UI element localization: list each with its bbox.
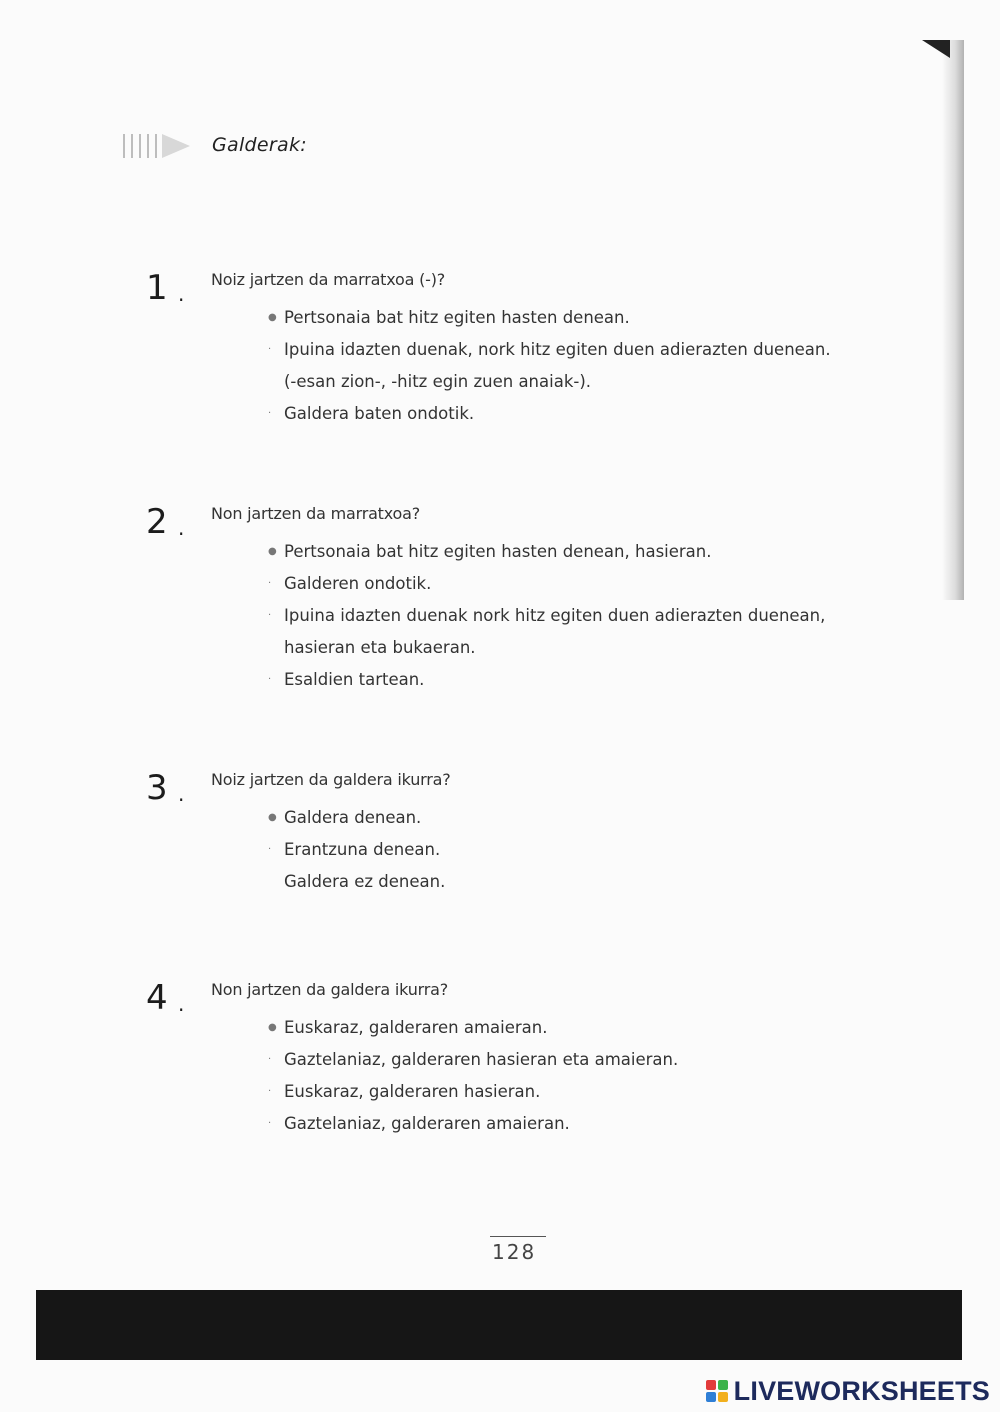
- option-label: Erantzuna denean.: [284, 840, 441, 859]
- option-label: Euskaraz, galderaren amaieran.: [284, 1018, 548, 1037]
- option-label: Ipuina idazten duenak nork hitz egiten duen adierazten duenean,: [284, 606, 826, 625]
- bullet-icon: ●: [268, 812, 277, 823]
- option-list: [268, 536, 928, 696]
- question-text: Non jartzen da marratxoa?: [211, 504, 421, 523]
- option-label: hasieran eta bukaeran.: [284, 638, 476, 657]
- option-item[interactable]: [268, 1012, 928, 1044]
- scan-corner: [922, 40, 950, 58]
- option-label: Ipuina idazten duenak, nork hitz egiten duen adierazten duenean.: [284, 340, 831, 359]
- option-label: Galdera ez denean.: [284, 872, 446, 891]
- option-item[interactable]: [268, 302, 928, 334]
- question-number: 2: [146, 502, 168, 542]
- bullet-icon: ●: [268, 1022, 277, 1033]
- question-text: Non jartzen da galdera ikurra?: [211, 980, 449, 999]
- bullet-icon: ·: [268, 1086, 272, 1097]
- bullet-icon: ·: [268, 610, 272, 621]
- option-item[interactable]: [268, 568, 928, 600]
- option-label: Pertsonaia bat hitz egiten hasten denean, hasieran.: [284, 542, 712, 561]
- liveworksheets-watermark[interactable]: [706, 1376, 990, 1406]
- question-number: 1: [146, 268, 168, 308]
- bullet-icon: ·: [268, 408, 272, 419]
- option-label: Gaztelaniaz, galderaren hasieran eta amaieran.: [284, 1050, 679, 1069]
- bullet-icon: ·: [268, 1054, 272, 1065]
- bullet-icon: ●: [268, 312, 277, 323]
- option-label: Galderen ondotik.: [284, 574, 432, 593]
- option-item[interactable]: [268, 802, 928, 834]
- bullet-icon: ·: [268, 1118, 272, 1129]
- option-item[interactable]: [268, 1108, 928, 1140]
- option-continuation: [268, 632, 928, 664]
- question-text: Noiz jartzen da marratxoa (-)?: [211, 270, 446, 289]
- option-list: [268, 1012, 928, 1140]
- option-item[interactable]: [268, 536, 928, 568]
- option-item[interactable]: [268, 1044, 928, 1076]
- option-label: (-esan zion-, -hitz egin zuen anaiak-).: [284, 372, 592, 391]
- option-label: Galdera denean.: [284, 808, 422, 827]
- page-title: Galderak:: [212, 134, 307, 156]
- liveworksheets-logo-icon: [706, 1380, 728, 1402]
- option-label: Esaldien tartean.: [284, 670, 425, 689]
- option-item[interactable]: [268, 334, 928, 366]
- watermark-text: LIVEWORKSHEETS: [733, 1375, 990, 1406]
- option-list: [268, 802, 928, 898]
- option-label: Pertsonaia bat hitz egiten hasten denean.: [284, 308, 630, 327]
- bullet-icon: ·: [268, 344, 272, 355]
- question-number-dot: .: [178, 782, 185, 806]
- option-label: Euskaraz, galderaren hasieran.: [284, 1082, 541, 1101]
- question-number-dot: .: [178, 282, 185, 306]
- page-number-rule: [490, 1236, 546, 1237]
- scan-shadow: [942, 40, 964, 600]
- option-item[interactable]: [268, 866, 928, 898]
- bullet-icon: ●: [268, 546, 277, 557]
- option-label: Galdera baten ondotik.: [284, 404, 475, 423]
- question-text: Noiz jartzen da galdera ikurra?: [211, 770, 451, 789]
- option-item[interactable]: [268, 664, 928, 696]
- option-item[interactable]: [268, 834, 928, 866]
- page-number: 128: [492, 1240, 537, 1264]
- bullet-icon: ·: [268, 674, 272, 685]
- scan-black-band: [36, 1290, 962, 1360]
- option-item[interactable]: [268, 600, 928, 632]
- option-label: Gaztelaniaz, galderaren amaieran.: [284, 1114, 570, 1133]
- option-continuation: [268, 366, 928, 398]
- option-list: [268, 302, 928, 430]
- arrow-decoration-icon: [120, 128, 200, 164]
- bullet-icon: ·: [268, 578, 272, 589]
- question-number-dot: .: [178, 516, 185, 540]
- bullet-icon: ·: [268, 844, 272, 855]
- option-item[interactable]: [268, 1076, 928, 1108]
- question-number-dot: .: [178, 992, 185, 1016]
- question-number: 3: [146, 768, 168, 808]
- option-item[interactable]: [268, 398, 928, 430]
- question-number: 4: [146, 978, 168, 1018]
